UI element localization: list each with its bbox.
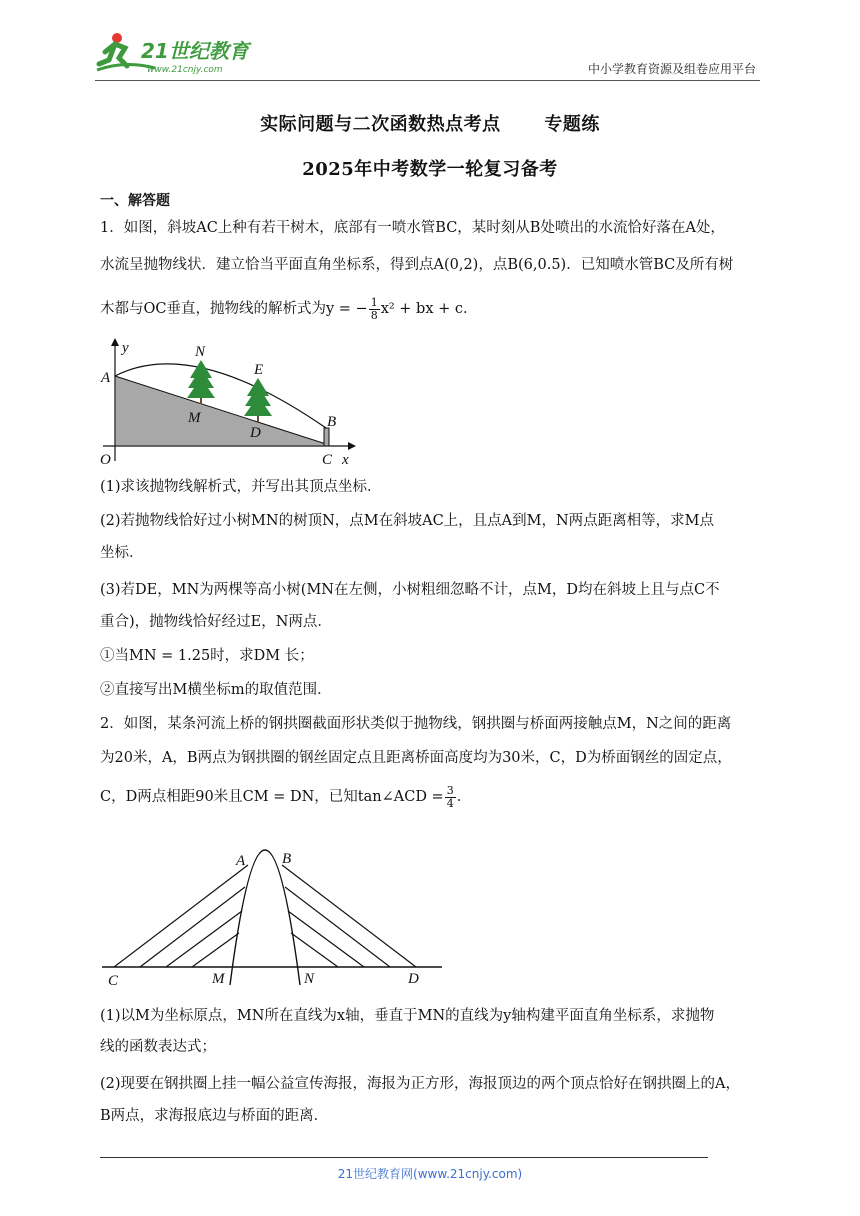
- q2-sub2-a: (2)现要在钢拱圈上挂一幅公益宣传海报，海报为正方形，海报顶边的两个顶点恰好在钢拱圈上的A，: [100, 1076, 741, 1092]
- footer-divider: [100, 1157, 708, 1158]
- q1-line3: [100, 296, 760, 322]
- label-x: x: [342, 452, 349, 468]
- label-m2: M: [212, 971, 225, 987]
- label-a2: A: [236, 853, 246, 869]
- q1-frac-den: 8: [370, 308, 378, 322]
- q1-line3-tail: x² + bx + c．: [380, 301, 478, 317]
- q1-line2: 水流呈抛物线状．建立恰当平面直角坐标系，得到点A(0,2)，点B(6,0.5)．已知喷水管BC及所有树: [100, 257, 734, 273]
- q1-line1: 1．如图，斜坡AC上种有若干树木，底部有一喷水管BC，某时刻从B处喷出的水流恰好落在A处，: [100, 220, 725, 236]
- q2-line3-tail: ．: [456, 789, 472, 805]
- logo-text: 21世纪教育: [141, 39, 249, 63]
- q1-sub2-a: (2)若抛物线恰好过小树MN的树顶N，点M在斜坡AC上，且点A到M，N两点距离相等，求M点: [100, 513, 715, 529]
- label-a: A: [101, 370, 111, 386]
- label-n: N: [195, 344, 206, 360]
- q1-sub3-i: ①当MN = 1.25时，求DM 长；: [100, 648, 314, 664]
- y-axis-arrow-icon: [111, 338, 119, 346]
- left-cables: [114, 865, 248, 967]
- q2-sub1-b: 线的函数表达式；: [100, 1039, 216, 1055]
- x-axis-arrow-icon: [348, 442, 356, 450]
- logo-url: www.21cnjy.com: [147, 65, 223, 75]
- q2-fraction: [445, 785, 456, 810]
- q2-sub2-b: B两点，求海报底边与桥面的距离．: [100, 1108, 329, 1124]
- water-pipe-bc: [324, 428, 329, 446]
- label-c: C: [322, 452, 333, 468]
- label-y: y: [122, 340, 129, 356]
- q1-sub1: (1)求该抛物线解析式，并写出其顶点坐标．: [100, 479, 382, 495]
- q1-sub2-b: 坐标．: [100, 545, 144, 561]
- q2-line2: 为20米，A，B两点为钢拱圈的钢丝固定点且距离桥面高度均为30米，C，D为桥面钢丝的固定点，: [100, 750, 732, 766]
- label-d: D: [250, 425, 261, 441]
- label-n2: N: [304, 971, 315, 987]
- header-platform-text: 中小学教育资源及组卷应用平台: [587, 62, 756, 76]
- label-b: B: [327, 414, 337, 430]
- label-o: O: [100, 452, 111, 468]
- label-d2: D: [408, 971, 419, 987]
- page-subtitle: 2025年中考数学一轮复习备考: [302, 159, 558, 180]
- q2-line3-text: C，D两点相距90米且CM = DN，已知tan∠ACD =: [100, 789, 444, 805]
- tree-de-icon: [244, 378, 272, 422]
- label-c2: C: [108, 973, 119, 989]
- footer-link[interactable]: 21世纪教育网(www.21cnjy.com): [337, 1167, 523, 1181]
- q2-sub1-a: (1)以M为坐标原点，MN所在直线为x轴，垂直于MN的直线为y轴构建平面直角坐标系，求抛物: [100, 1008, 715, 1024]
- tree-mn-icon: [187, 360, 215, 404]
- section-title: 一、解答题: [100, 193, 170, 209]
- q1-figure: [98, 336, 368, 470]
- q2-frac-den: 4: [446, 796, 454, 810]
- label-b2: B: [282, 851, 292, 867]
- q2-frac-num: 3: [446, 783, 454, 797]
- slope-region: [115, 376, 326, 446]
- q1-sub3-b: 重合)，抛物线恰好经过E，N两点．: [100, 614, 332, 630]
- q1-line3-text: 木都与OC垂直，抛物线的解析式为y = −: [100, 301, 368, 317]
- q2-line3: [100, 784, 760, 810]
- page-title: 实际问题与二次函数热点考点 专题练: [260, 114, 600, 135]
- q1-sub3-a: (3)若DE，MN为两棵等高小树(MN在左侧，小树粗细忽略不计，点M，D均在斜坡上且与点C不: [100, 582, 720, 598]
- q2-line1: 2．如图，某条河流上桥的钢拱圈截面形状类似于抛物线，钢拱圈与桥面两接触点M，N之间的距离: [100, 716, 732, 732]
- site-logo: [95, 30, 265, 76]
- q1-fraction: [369, 297, 380, 322]
- q1-sub3-ii: ②直接写出M横坐标m的取值范围．: [100, 682, 332, 698]
- q2-figure: [100, 825, 450, 995]
- header-divider: [95, 80, 760, 81]
- label-e: E: [254, 362, 264, 378]
- page-header: [95, 30, 760, 82]
- right-cables: [282, 865, 416, 967]
- label-m: M: [188, 410, 201, 426]
- q1-frac-num: 1: [370, 295, 378, 309]
